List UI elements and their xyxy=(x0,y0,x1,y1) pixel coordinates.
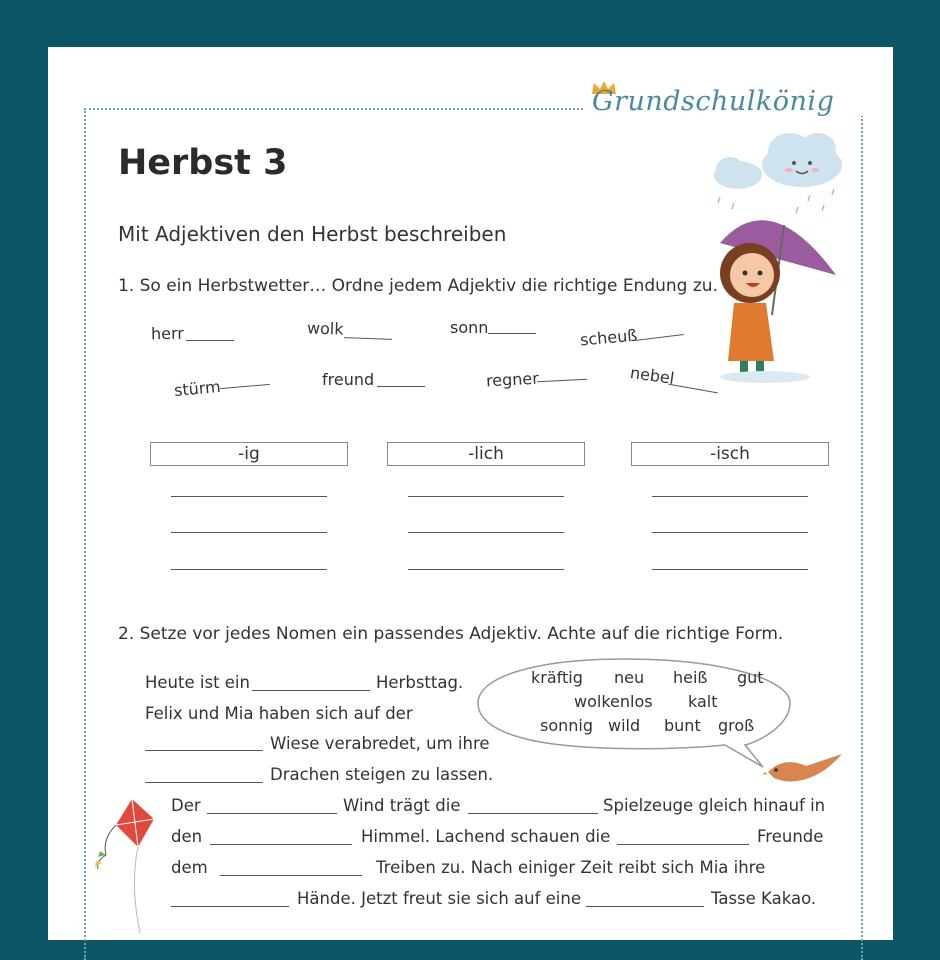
text-fragment: Der xyxy=(171,796,201,815)
text-fragment: Spielzeuge gleich hinauf in xyxy=(603,796,826,815)
answer-blank[interactable] xyxy=(210,844,352,845)
girl-umbrella-illustration xyxy=(700,125,860,385)
answer-blank[interactable] xyxy=(586,906,704,907)
subtitle: Mit Adjektiven den Herbst beschreiben xyxy=(118,222,507,246)
text-fragment: Heute ist ein xyxy=(145,673,250,692)
text-fragment: Tasse Kakao. xyxy=(711,889,817,908)
text-fragment: Hände. Jetzt freut sie sich auf eine xyxy=(297,889,582,908)
answer-line[interactable] xyxy=(408,569,564,570)
text-fragment: Herbsttag. xyxy=(376,673,464,692)
stem-word: herr xyxy=(150,323,185,344)
text-fragment: Wind trägt die xyxy=(343,796,461,815)
text-fragment: Felix und Mia haben sich auf der xyxy=(145,704,413,723)
word-bank-item: groß xyxy=(718,716,755,735)
answer-line[interactable] xyxy=(408,496,564,497)
word-bank-item: heiß xyxy=(673,668,708,687)
text-fragment: Himmel. Lachend schauen die xyxy=(361,827,611,846)
text-fragment: dem xyxy=(171,858,208,877)
answer-line[interactable] xyxy=(171,532,327,533)
bird-icon xyxy=(762,748,846,788)
kite-icon xyxy=(92,795,162,935)
text-fragment: Freunde xyxy=(757,827,824,846)
word-bank-item: wild xyxy=(608,716,641,735)
page-title: Herbst 3 xyxy=(118,143,288,183)
answer-blank[interactable] xyxy=(171,906,289,907)
answer-blank[interactable] xyxy=(207,813,337,814)
answer-blank[interactable] xyxy=(186,340,234,341)
text-fragment: Treiben zu. Nach einiger Zeit reibt sich Mia ihre xyxy=(376,858,766,877)
task1-instruction: 1. So ein Herbstwetter… Ordne jedem Adjektiv die richtige Endung zu. xyxy=(118,276,718,296)
brand-logo: Grundschulkönig xyxy=(592,86,835,117)
cloud-icon xyxy=(714,133,842,213)
answer-blank[interactable] xyxy=(145,782,263,783)
stem-word: regner xyxy=(485,368,540,391)
word-bank-item: kräftig xyxy=(531,668,583,687)
word-bank-item: wolkenlos xyxy=(574,692,653,711)
answer-blank[interactable] xyxy=(468,813,598,814)
answer-line[interactable] xyxy=(652,569,808,570)
stem-word: stürm xyxy=(173,377,222,400)
answer-line[interactable] xyxy=(652,532,808,533)
answer-line[interactable] xyxy=(652,496,808,497)
ending-box-lich: -lich xyxy=(387,442,585,466)
text-fragment: Wiese verabredet, um ihre xyxy=(270,734,490,753)
answer-line[interactable] xyxy=(408,532,564,533)
stem-word: scheuß xyxy=(579,325,639,350)
stem-word: sonn xyxy=(450,318,489,337)
text-fragment: Drachen steigen zu lassen. xyxy=(270,765,494,784)
answer-line[interactable] xyxy=(171,569,327,570)
word-bank-item: bunt xyxy=(664,716,701,735)
answer-line[interactable] xyxy=(171,496,327,497)
answer-blank[interactable] xyxy=(488,333,536,334)
answer-blank[interactable] xyxy=(377,386,425,387)
text-fragment: den xyxy=(171,827,203,846)
stem-word: freund xyxy=(322,370,375,389)
word-bank-item: gut xyxy=(737,668,764,687)
ending-box-ig: -ig xyxy=(150,442,348,466)
answer-blank[interactable] xyxy=(252,690,370,691)
stem-word: nebel xyxy=(628,363,676,388)
answer-blank[interactable] xyxy=(220,875,362,876)
word-bank-item: kalt xyxy=(688,692,718,711)
task2-instruction: 2. Setze vor jedes Nomen ein passendes Adjektiv. Achte auf die richtige Form. xyxy=(118,624,784,644)
word-bank-item: sonnig xyxy=(540,716,594,735)
ending-box-isch: -isch xyxy=(631,442,829,466)
stem-word: wolk xyxy=(306,318,344,339)
answer-blank[interactable] xyxy=(617,844,749,845)
answer-blank[interactable] xyxy=(145,750,263,751)
word-bank-item: neu xyxy=(614,668,645,687)
